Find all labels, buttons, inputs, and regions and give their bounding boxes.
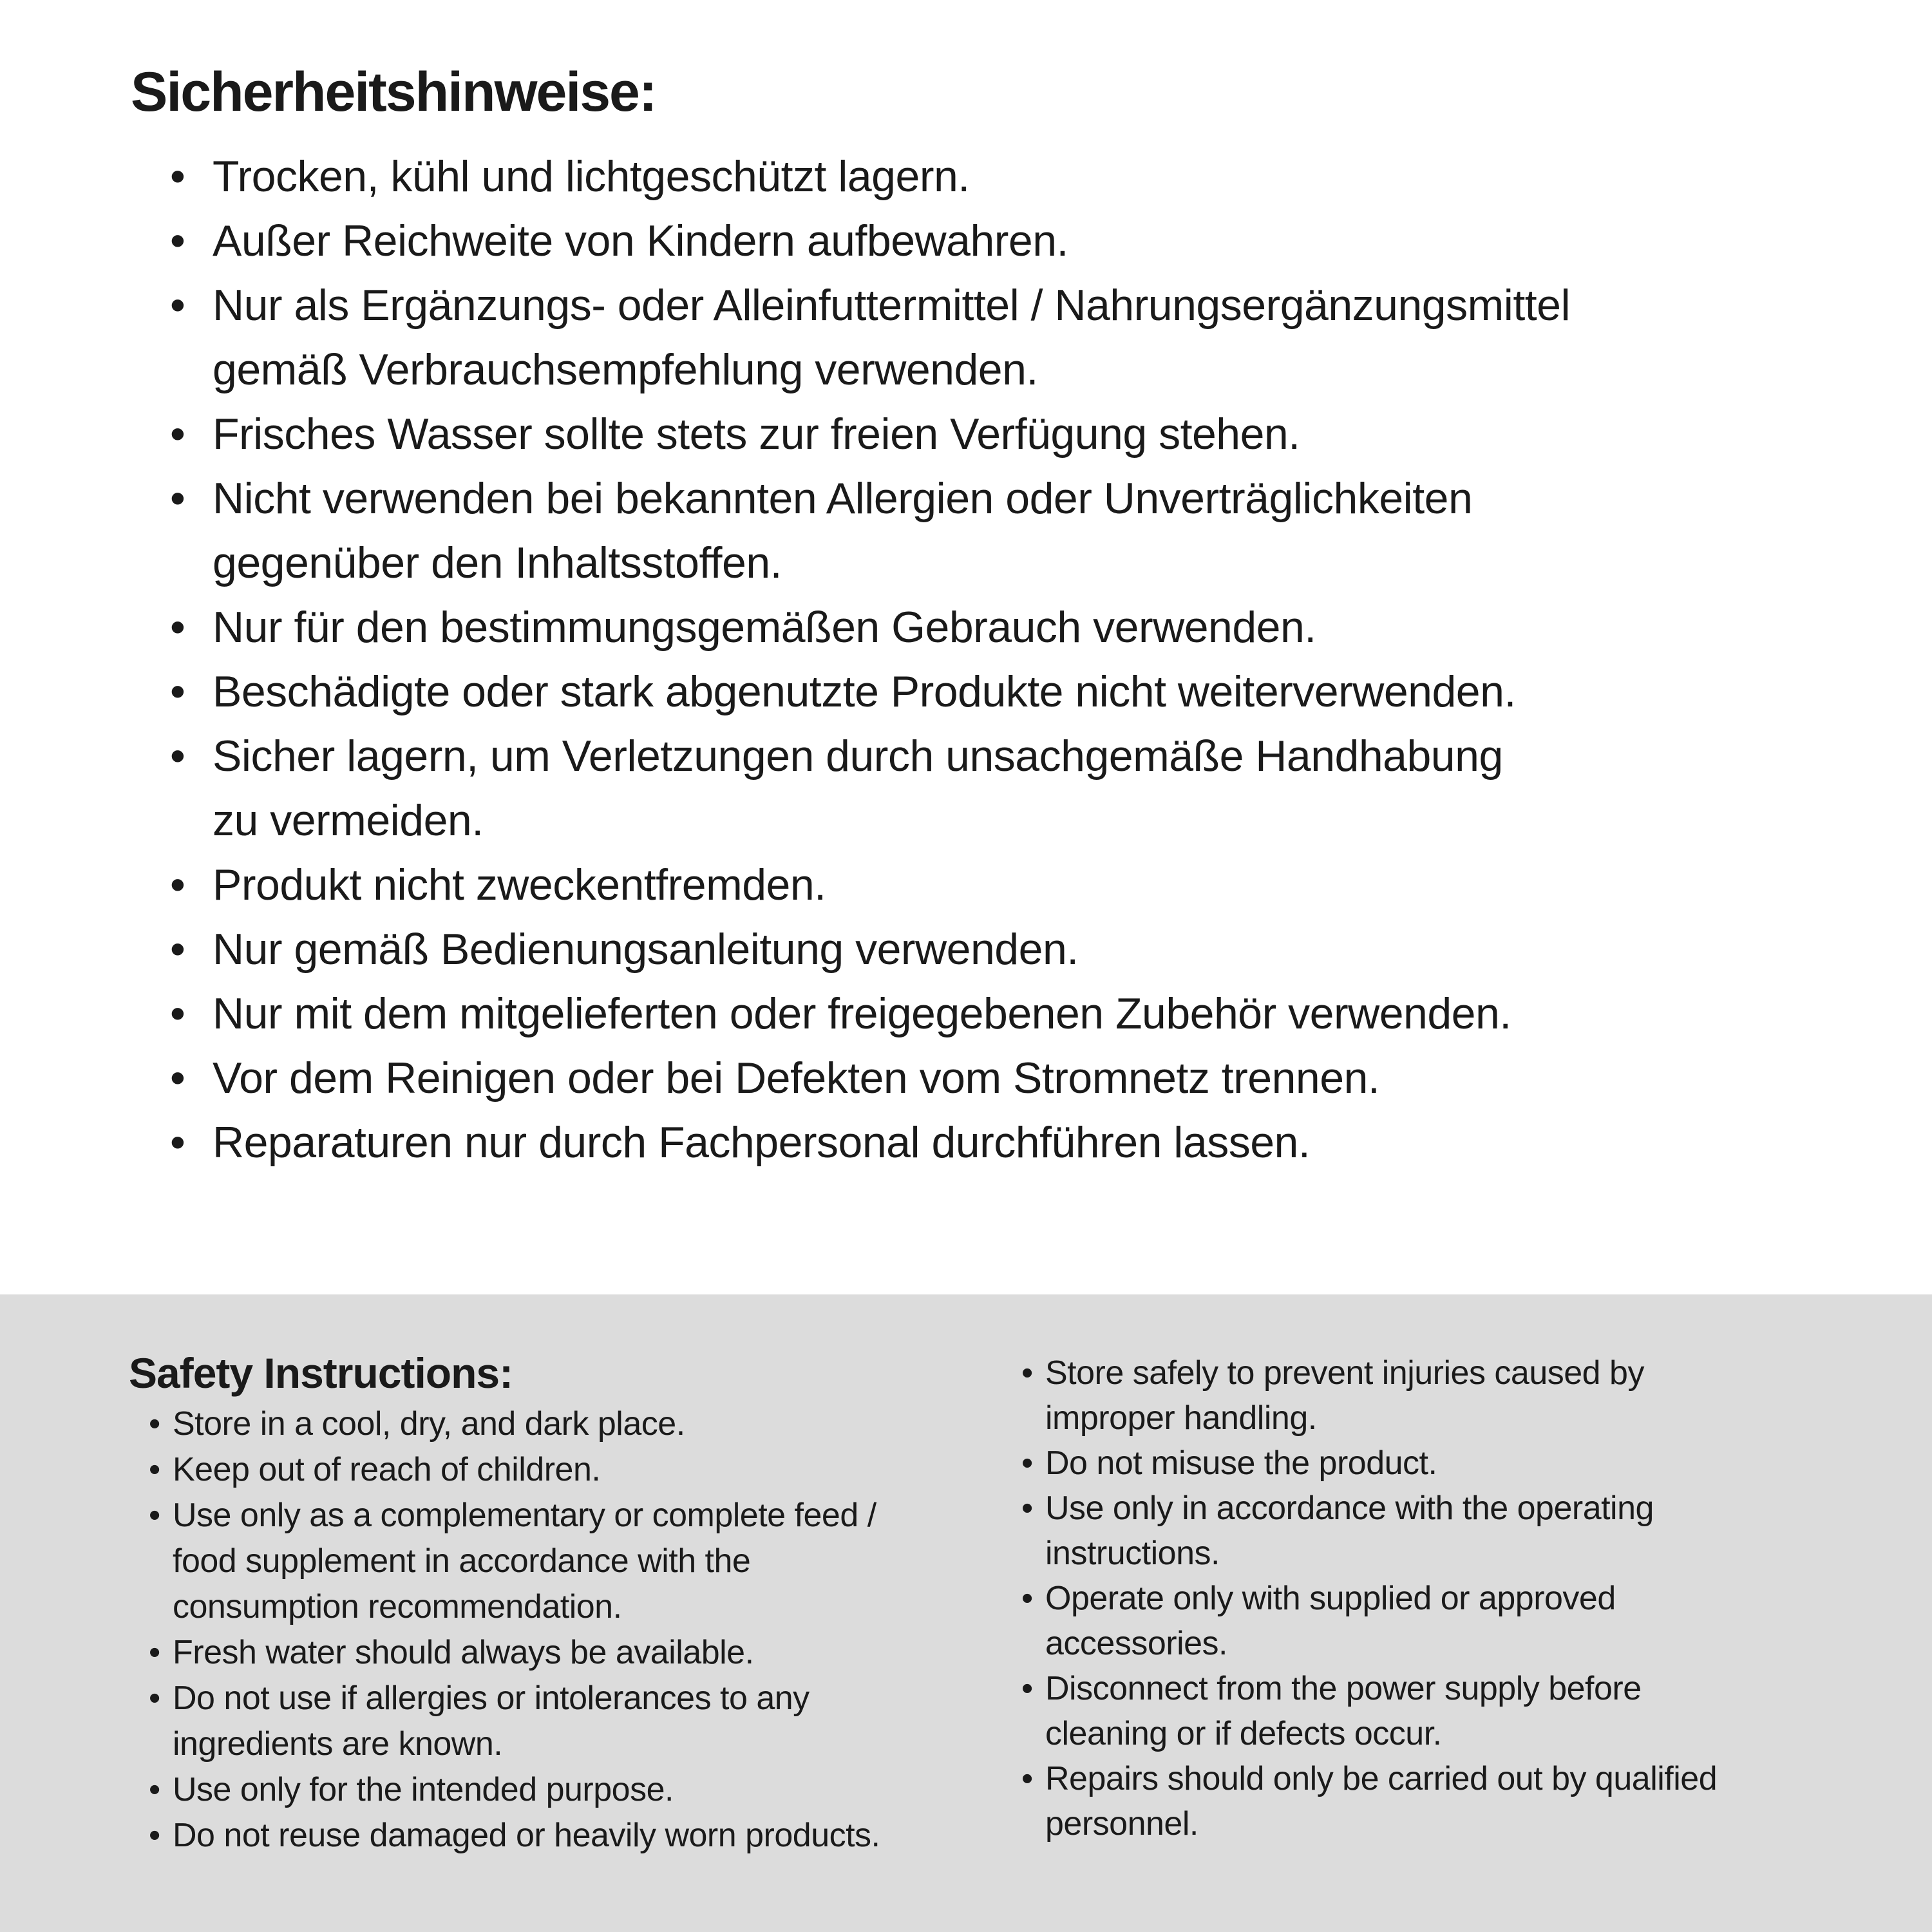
english-right-column (1021, 1350, 1921, 1846)
bullet-icon: • (170, 732, 185, 781)
list-item (149, 1493, 1029, 1630)
list-item (1021, 1756, 1921, 1846)
bullet-icon: • (170, 216, 185, 265)
list-item (170, 273, 1913, 402)
bullet-text: Sicher lagern, um Verletzungen durch unsachgemäße Handhabung (213, 732, 1503, 781)
list-item (170, 659, 1913, 724)
bullet-icon: • (149, 1817, 160, 1854)
bullet-text: Do not use if allergies or intolerances to any (173, 1680, 810, 1717)
bullet-icon: • (149, 1634, 160, 1671)
bullet-text: Use only for the intended purpose. (173, 1771, 674, 1808)
list-item (170, 402, 1913, 466)
bullet-text: Store in a cool, dry, and dark place. (173, 1405, 685, 1443)
bullet-icon: • (149, 1680, 160, 1717)
bullet-icon: • (1021, 1760, 1033, 1797)
bullet-text: Beschädigte oder stark abgenutzte Produkte nicht weiterverwenden. (213, 667, 1516, 716)
list-item (170, 595, 1913, 659)
list-item (170, 1110, 1913, 1175)
bullet-text: Use only in accordance with the operating (1045, 1490, 1654, 1527)
bullet-text: Trocken, kühl und lichtgeschützt lagern. (213, 152, 970, 201)
list-item (170, 981, 1913, 1046)
list-item (149, 1401, 1029, 1447)
bullet-icon: • (170, 860, 185, 909)
bullet-text: gegenüber den Inhaltsstoffen. (213, 538, 782, 587)
list-item (1021, 1441, 1921, 1486)
english-left-column (149, 1401, 1029, 1859)
bullet-icon: • (149, 1497, 160, 1534)
bullet-text: Use only as a complementary or complete feed / (173, 1497, 876, 1534)
bullet-text: zu vermeiden. (213, 796, 484, 845)
list-item (149, 1676, 1029, 1767)
bullet-text: Außer Reichweite von Kindern aufbewahren. (213, 216, 1068, 265)
list-item (149, 1767, 1029, 1813)
bullet-icon: • (1021, 1670, 1033, 1707)
bullet-text: instructions. (1045, 1535, 1220, 1572)
bullet-text: Repairs should only be carried out by qualified (1045, 1760, 1718, 1797)
list-item (170, 853, 1913, 917)
bullet-text: Nur als Ergänzungs- oder Alleinfuttermittel / Nahrungsergänzungsmittel (213, 281, 1571, 330)
bullet-text: consumption recommendation. (173, 1588, 622, 1625)
list-item (170, 724, 1913, 853)
bullet-icon: • (149, 1771, 160, 1808)
bullet-icon: • (1021, 1354, 1033, 1392)
bullet-icon: • (170, 410, 185, 459)
bullet-icon: • (170, 152, 185, 201)
bullet-text: gemäß Verbrauchsempfehlung verwenden. (213, 345, 1038, 394)
bullet-text: Fresh water should always be available. (173, 1634, 754, 1671)
bullet-text: Produkt nicht zweckentfremden. (213, 860, 826, 909)
bullet-icon: • (170, 1054, 185, 1103)
list-item (170, 1046, 1913, 1110)
bullet-text: Keep out of reach of children. (173, 1451, 601, 1488)
bullet-icon: • (170, 1118, 185, 1167)
english-heading: Safety Instructions: (129, 1349, 513, 1397)
list-item (149, 1447, 1029, 1493)
bullet-icon: • (170, 281, 185, 330)
list-item (1021, 1666, 1921, 1756)
bullet-text: Vor dem Reinigen oder bei Defekten vom Stromnetz trennen. (213, 1054, 1380, 1103)
bullet-text: improper handling. (1045, 1399, 1317, 1437)
bullet-text: personnel. (1045, 1805, 1198, 1842)
bullet-text: Do not misuse the product. (1045, 1444, 1437, 1482)
bullet-text: food supplement in accordance with the (173, 1542, 751, 1580)
bullet-text: accessories. (1045, 1625, 1227, 1662)
bullet-icon: • (170, 667, 185, 716)
bullet-text: Nur für den bestimmungsgemäßen Gebrauch verwenden. (213, 603, 1316, 652)
bullet-text: Reparaturen nur durch Fachpersonal durchführen lassen. (213, 1118, 1311, 1167)
bullet-text: Operate only with supplied or approved (1045, 1580, 1616, 1617)
bullet-icon: • (170, 603, 185, 652)
bullet-icon: • (149, 1405, 160, 1443)
bullet-icon: • (170, 989, 185, 1038)
bullet-text: Disconnect from the power supply before (1045, 1670, 1642, 1707)
german-bullet-list (170, 144, 1913, 1175)
list-item (1021, 1486, 1921, 1576)
list-item (170, 917, 1913, 981)
bullet-text: Nur gemäß Bedienungsanleitung verwenden. (213, 925, 1079, 974)
list-item (1021, 1350, 1921, 1441)
bullet-icon: • (170, 925, 185, 974)
bullet-text: Do not reuse damaged or heavily worn products. (173, 1817, 880, 1854)
bullet-text: cleaning or if defects occur. (1045, 1715, 1442, 1752)
bullet-icon: • (1021, 1490, 1033, 1527)
bullet-icon: • (1021, 1580, 1033, 1617)
bullet-text: ingredients are known. (173, 1725, 503, 1763)
list-item (170, 466, 1913, 595)
bullet-text: Nur mit dem mitgelieferten oder freigegebenen Zubehör verwenden. (213, 989, 1511, 1038)
list-item (149, 1813, 1029, 1859)
bullet-icon: • (1021, 1444, 1033, 1482)
german-heading: Sicherheitshinweise: (131, 61, 656, 123)
list-item (170, 209, 1913, 273)
bullet-text: Store safely to prevent injuries caused by (1045, 1354, 1644, 1392)
list-item (149, 1630, 1029, 1676)
list-item (170, 144, 1913, 209)
bullet-icon: • (170, 474, 185, 523)
bullet-icon: • (149, 1451, 160, 1488)
bullet-text: Nicht verwenden bei bekannten Allergien oder Unverträglichkeiten (213, 474, 1473, 523)
list-item (1021, 1576, 1921, 1666)
bullet-text: Frisches Wasser sollte stets zur freien Verfügung stehen. (213, 410, 1300, 459)
